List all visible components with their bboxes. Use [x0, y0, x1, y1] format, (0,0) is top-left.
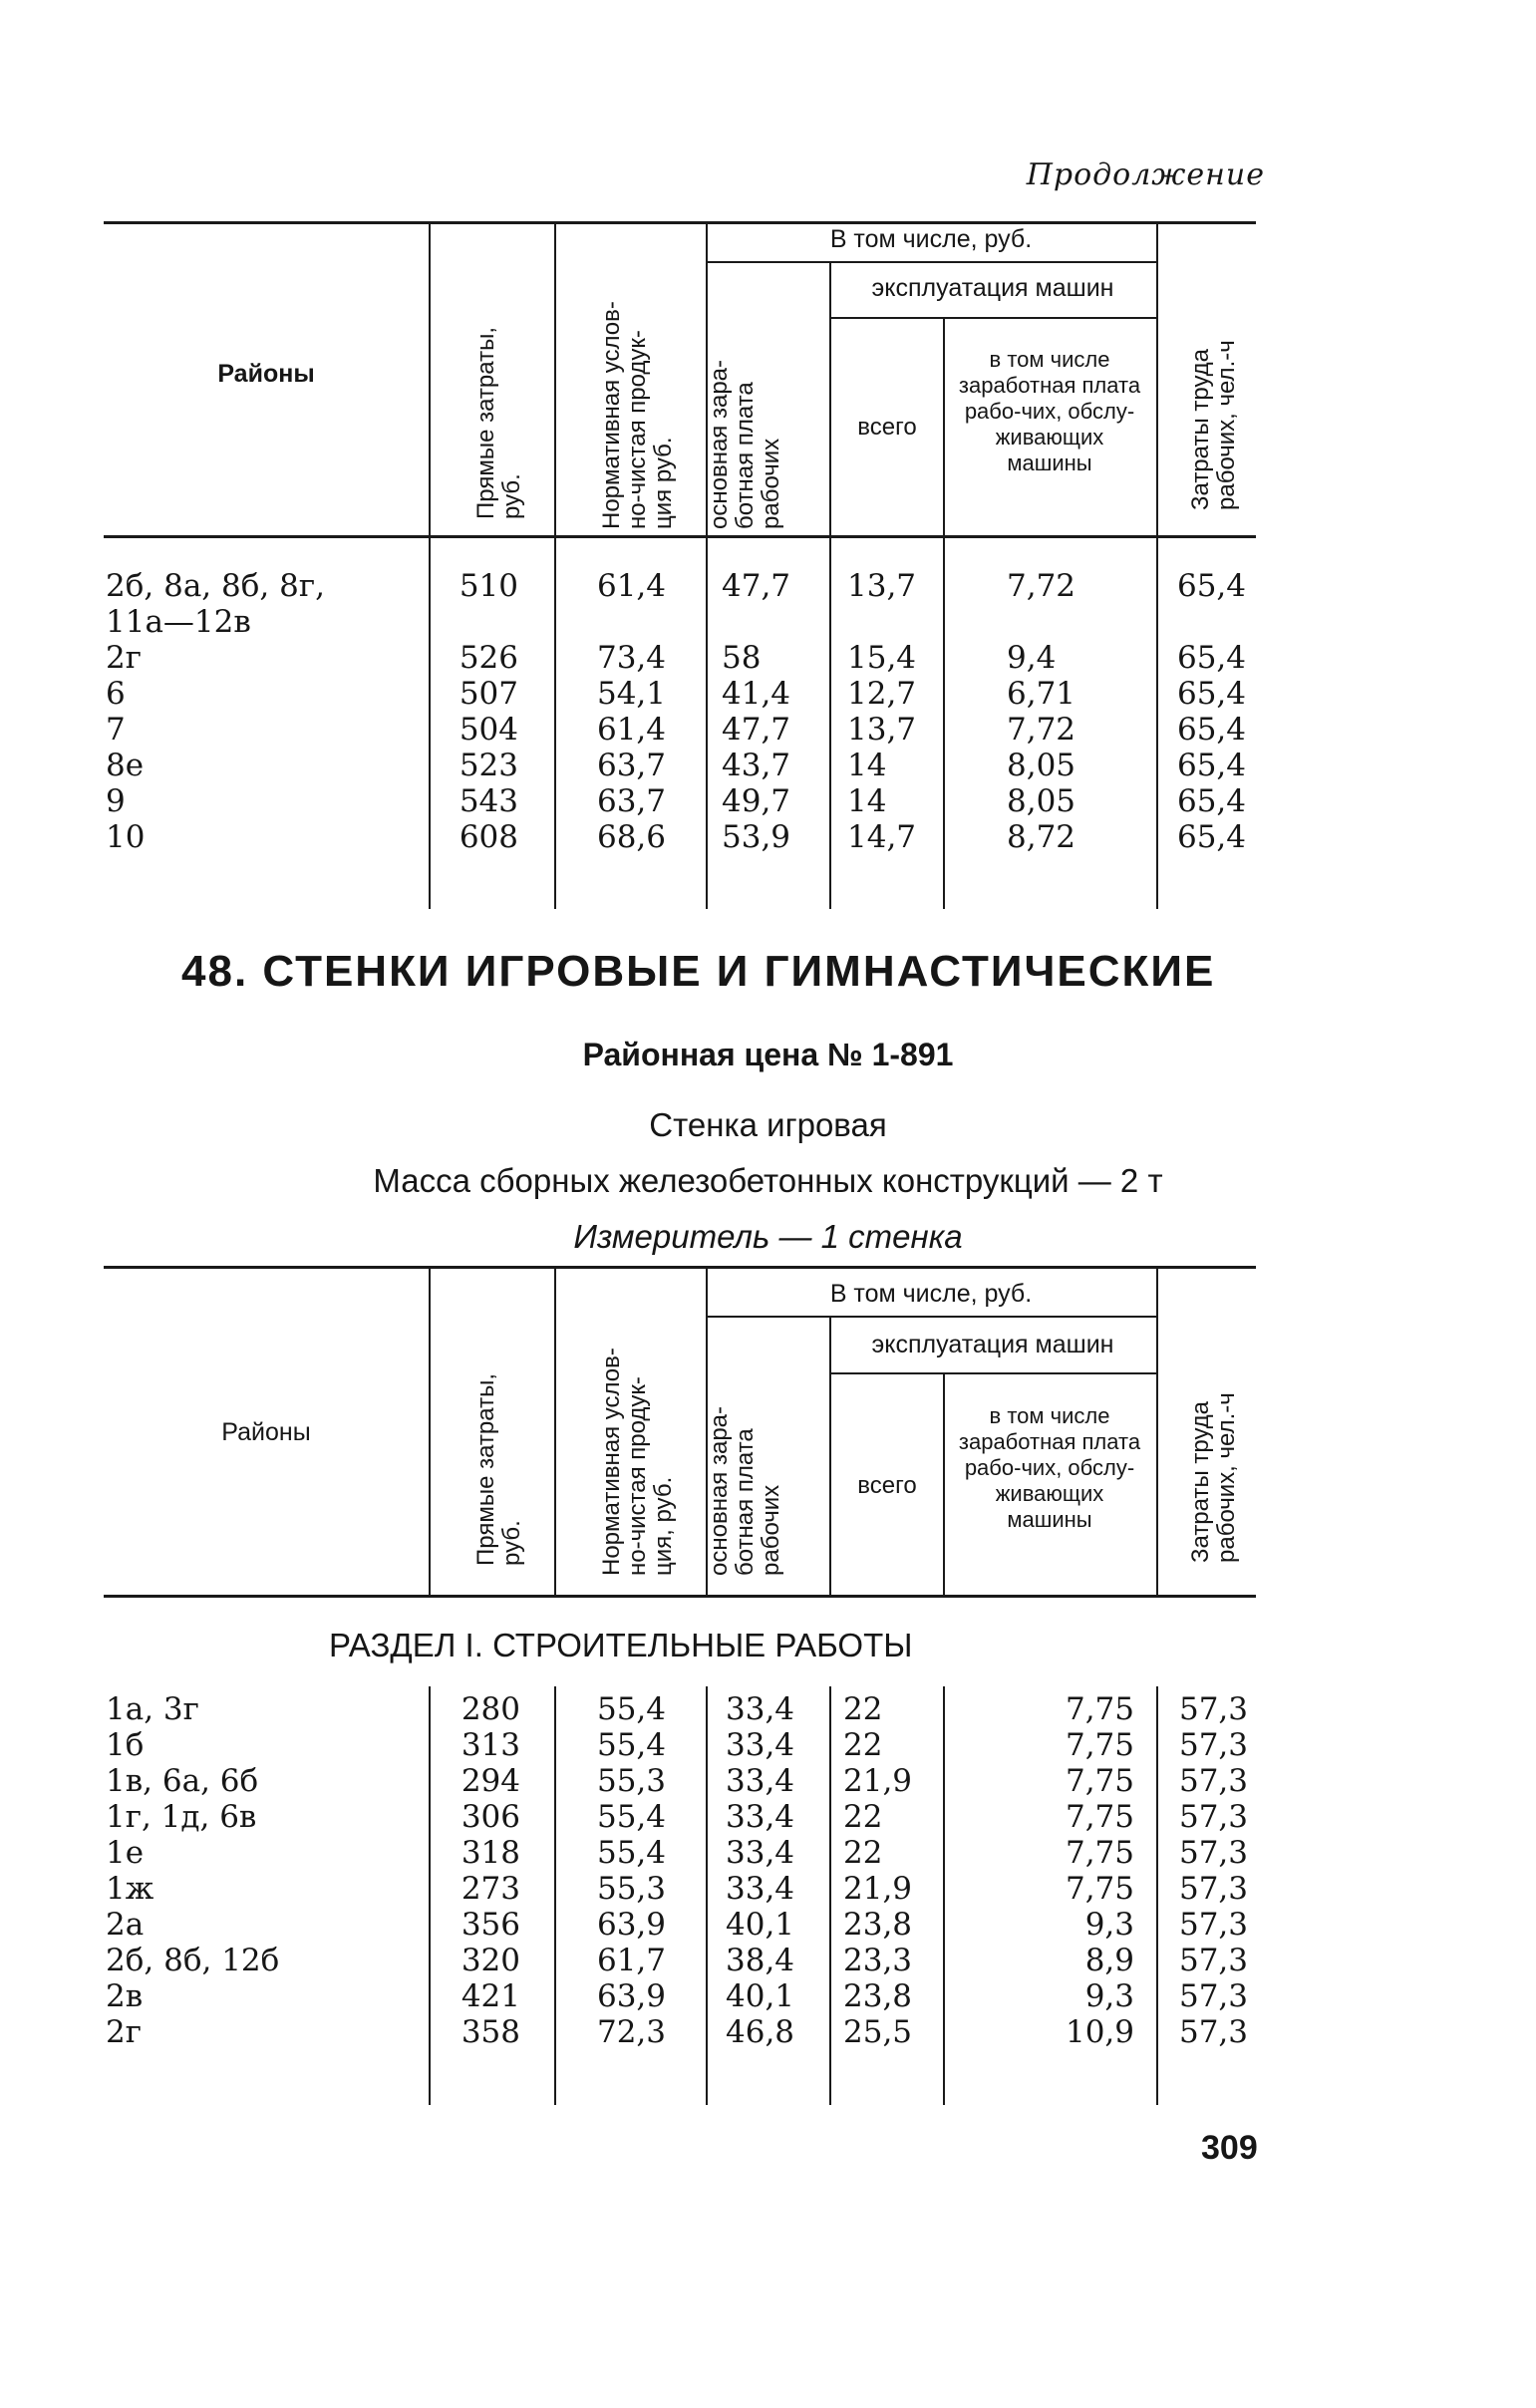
table-2-direct: 280 313 294 306 318 273 356 320 421 358 — [461, 1691, 520, 2050]
header-incl-wage: в том числе заработная плата рабо-чих, обслу-живающих машины — [958, 347, 1141, 475]
table-2-vrule — [943, 1686, 945, 2105]
header-2-incl-rub: В том числе, руб. — [829, 1280, 1033, 1308]
table-2-normative: 55,4 55,4 55,3 55,4 55,4 55,3 63,9 61,7 63,9 72,3 — [596, 1691, 666, 2050]
table-2-labor: 57,3 57,3 57,3 57,3 57,3 57,3 57,3 57,3 57,3 57,3 — [1178, 1691, 1248, 2050]
page-number: 309 — [1201, 2129, 1258, 2167]
table-1-machine-total: 13,7 15,4 12,7 13,7 14 14 14,7 — [847, 568, 917, 855]
table-2-group-rule — [706, 1316, 1156, 1318]
table-2-machine-total: 22 22 21,9 22 22 21,9 23,8 23,3 23,8 25,5 — [843, 1691, 913, 2050]
table-2-vrule — [1156, 1266, 1158, 1595]
unit-line: Измеритель — 1 стенка — [573, 1218, 963, 1255]
header-2-normative: Нормативная услов- но-чистая продук- ция, руб. — [598, 1348, 677, 1576]
table-1-vrule — [943, 317, 945, 909]
header-2-districts: Районы — [221, 1418, 311, 1446]
table-2-vrule — [943, 1372, 945, 1595]
table-1-group-rule — [706, 261, 1156, 263]
table-2-vrule — [829, 1316, 831, 1595]
table-2-top-rule — [104, 1266, 1256, 1269]
table-2-vrule — [429, 1266, 431, 1595]
item-subtitle: Стенка игровая — [649, 1106, 887, 1143]
header-incl-rub: В том числе, руб. — [829, 225, 1033, 253]
table-1-vrule — [829, 261, 831, 909]
section-title: 48. СТЕНКИ ИГРОВЫЕ И ГИМНАСТИЧЕСКИЕ — [181, 947, 1216, 996]
table-1-normative: 61,4 73,4 54,1 61,4 63,7 63,7 68,6 — [596, 568, 666, 855]
table-1-machine-wage: 7,72 9,4 6,71 7,72 8,05 8,05 8,72 — [1007, 568, 1076, 855]
header-2-labor: Затраты труда рабочих, чел.-ч — [1187, 1392, 1240, 1563]
continuation-label: Продолжение — [1026, 157, 1265, 192]
part-title: РАЗДЕЛ I. СТРОИТЕЛЬНЫЕ РАБОТЫ — [329, 1627, 913, 1663]
table-1-machine-rule — [829, 317, 1156, 319]
table-1-labor: 65,4 65,4 65,4 65,4 65,4 65,4 65,4 — [1176, 568, 1246, 855]
table-2-base-wage: 33,4 33,4 33,4 33,4 33,4 33,4 40,1 38,4 40,1 46,8 — [726, 1691, 795, 2050]
table-1-direct: 510 526 507 504 523 543 608 — [459, 568, 518, 855]
header-machine-ops: эксплуатация машин — [871, 274, 1114, 302]
table-2-machine-rule — [829, 1372, 1156, 1374]
header-2-base-wage: основная зара- ботная плата рабочих — [706, 1405, 784, 1576]
table-2-districts: 1а, 3г 1б 1в, 6а, 6б 1г, 1д, 6в 1е 1ж 2а 2б, 8б, 12б 2в 2г — [106, 1691, 280, 2050]
price-number: Районная цена № 1-891 — [582, 1037, 954, 1072]
table-2-header-rule — [104, 1595, 1256, 1598]
header-base-wage: основная зара- ботная плата рабочих — [706, 359, 784, 529]
header-2-incl-wage: в том числе заработная плата рабо-чих, обслу-живающих машины — [958, 1403, 1141, 1532]
header-2-total: всего — [857, 1472, 917, 1499]
header-total: всего — [857, 414, 917, 441]
header-labor: Затраты труда рабочих, чел.-ч — [1187, 340, 1240, 510]
table-1-districts: 2б, 8а, 8б, 8г, 11а—12в 2г 6 7 8е 9 10 — [106, 568, 325, 855]
table-1-base-wage: 47,7 58 41,4 47,7 43,7 49,7 53,9 — [722, 568, 791, 855]
table-2-vrule — [554, 1266, 556, 1595]
mass-line: Масса сборных железобетонных конструкций — 2 т — [373, 1162, 1163, 1199]
header-direct-costs: Прямые затраты, руб. — [472, 327, 525, 519]
header-normative: Нормативная услов- но-чистая продук- ция руб. — [598, 301, 677, 529]
table-1-header-rule — [104, 535, 1256, 538]
header-2-direct-costs: Прямые затраты, руб. — [472, 1373, 525, 1566]
table-2-vrule — [706, 1686, 708, 2105]
header-districts: Районы — [217, 360, 315, 388]
table-2-machine-wage: 7,75 7,75 7,75 7,75 7,75 7,75 9,3 8,9 9,3 10,9 — [1065, 1691, 1134, 2050]
header-2-machine-ops: эксплуатация машин — [871, 1331, 1114, 1358]
table-1-top-rule — [104, 221, 1256, 224]
table-2-vrule — [829, 1686, 831, 2105]
